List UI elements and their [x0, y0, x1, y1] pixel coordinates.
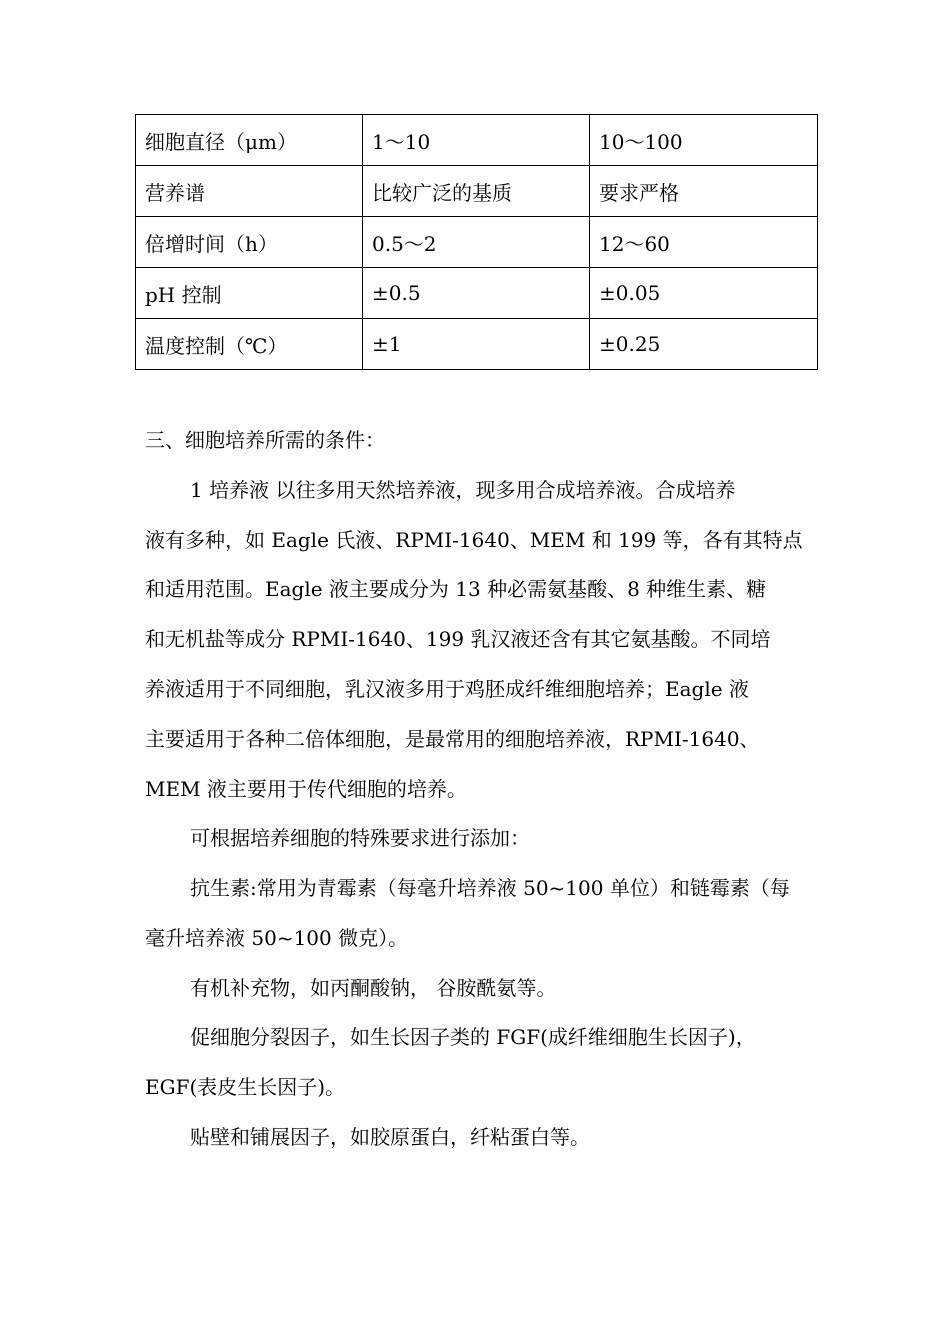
paragraph-line: EGF(表皮生长因子)。	[145, 1075, 346, 1099]
paragraph-organic: 有机补充物，如丙酮酸钠， 谷胺酰氨等。	[190, 976, 557, 1000]
paragraph-line: 抗生素:常用为青霉素（每毫升培养液 50~100 单位）和链霉素（每	[190, 876, 790, 900]
table-cell: ±0.05	[590, 268, 818, 319]
table-cell: 1～10	[363, 115, 590, 166]
table-cell: 0.5～2	[363, 217, 590, 268]
paragraph-line: MEM 液主要用于传代细胞的培养。	[145, 777, 467, 801]
section-heading: 三、细胞培养所需的条件：	[145, 428, 385, 452]
table-cell: 比较广泛的基质	[363, 166, 590, 217]
table-cell: 细胞直径（μm）	[136, 115, 363, 166]
table-cell: 倍增时间（h）	[136, 217, 363, 268]
paragraph-line: 养液适用于不同细胞，乳汉液多用于鸡胚成纤维细胞培养；Eagle 液	[145, 677, 749, 701]
table-cell: ±0.25	[590, 319, 818, 370]
table-row	[136, 268, 818, 319]
table-row	[136, 217, 818, 268]
table-cell: pH 控制	[136, 268, 363, 319]
paragraph-line: 1 培养液 以往多用天然培养液，现多用合成培养液。合成培养	[190, 478, 736, 502]
table-cell: 12～60	[590, 217, 818, 268]
paragraph-additions: 可根据培养细胞的特殊要求进行添加：	[190, 826, 530, 850]
cell-properties-table	[135, 114, 818, 370]
table-cell: 10～100	[590, 115, 818, 166]
table-row	[136, 166, 818, 217]
paragraph-line: 和无机盐等成分 RPMI-1640、199 乳汉液还含有其它氨基酸。不同培	[145, 627, 771, 651]
table-cell: ±1	[363, 319, 590, 370]
paragraph-adhesion: 贴壁和铺展因子，如胶原蛋白，纤粘蛋白等。	[190, 1125, 590, 1149]
table-cell: 要求严格	[590, 166, 818, 217]
table-cell: 营养谱	[136, 166, 363, 217]
table-cell: ±0.5	[363, 268, 590, 319]
table-row	[136, 319, 818, 370]
table-row	[136, 115, 818, 166]
paragraph-line: 促细胞分裂因子，如生长因子类的 FGF(成纤维细胞生长因子)，	[190, 1025, 756, 1049]
paragraph-line: 和适用范围。Eagle 液主要成分为 13 种必需氨基酸、8 种维生素、糖	[145, 577, 767, 601]
paragraph-line: 液有多种，如 Eagle 氏液、RPMI-1640、MEM 和 199 等，各有其特点	[145, 528, 803, 552]
paragraph-line: 毫升培养液 50~100 微克）。	[145, 926, 409, 950]
table-cell: 温度控制（℃）	[136, 319, 363, 370]
paragraph-line: 主要适用于各种二倍体细胞，是最常用的细胞培养液，RPMI-1640、	[145, 727, 760, 751]
